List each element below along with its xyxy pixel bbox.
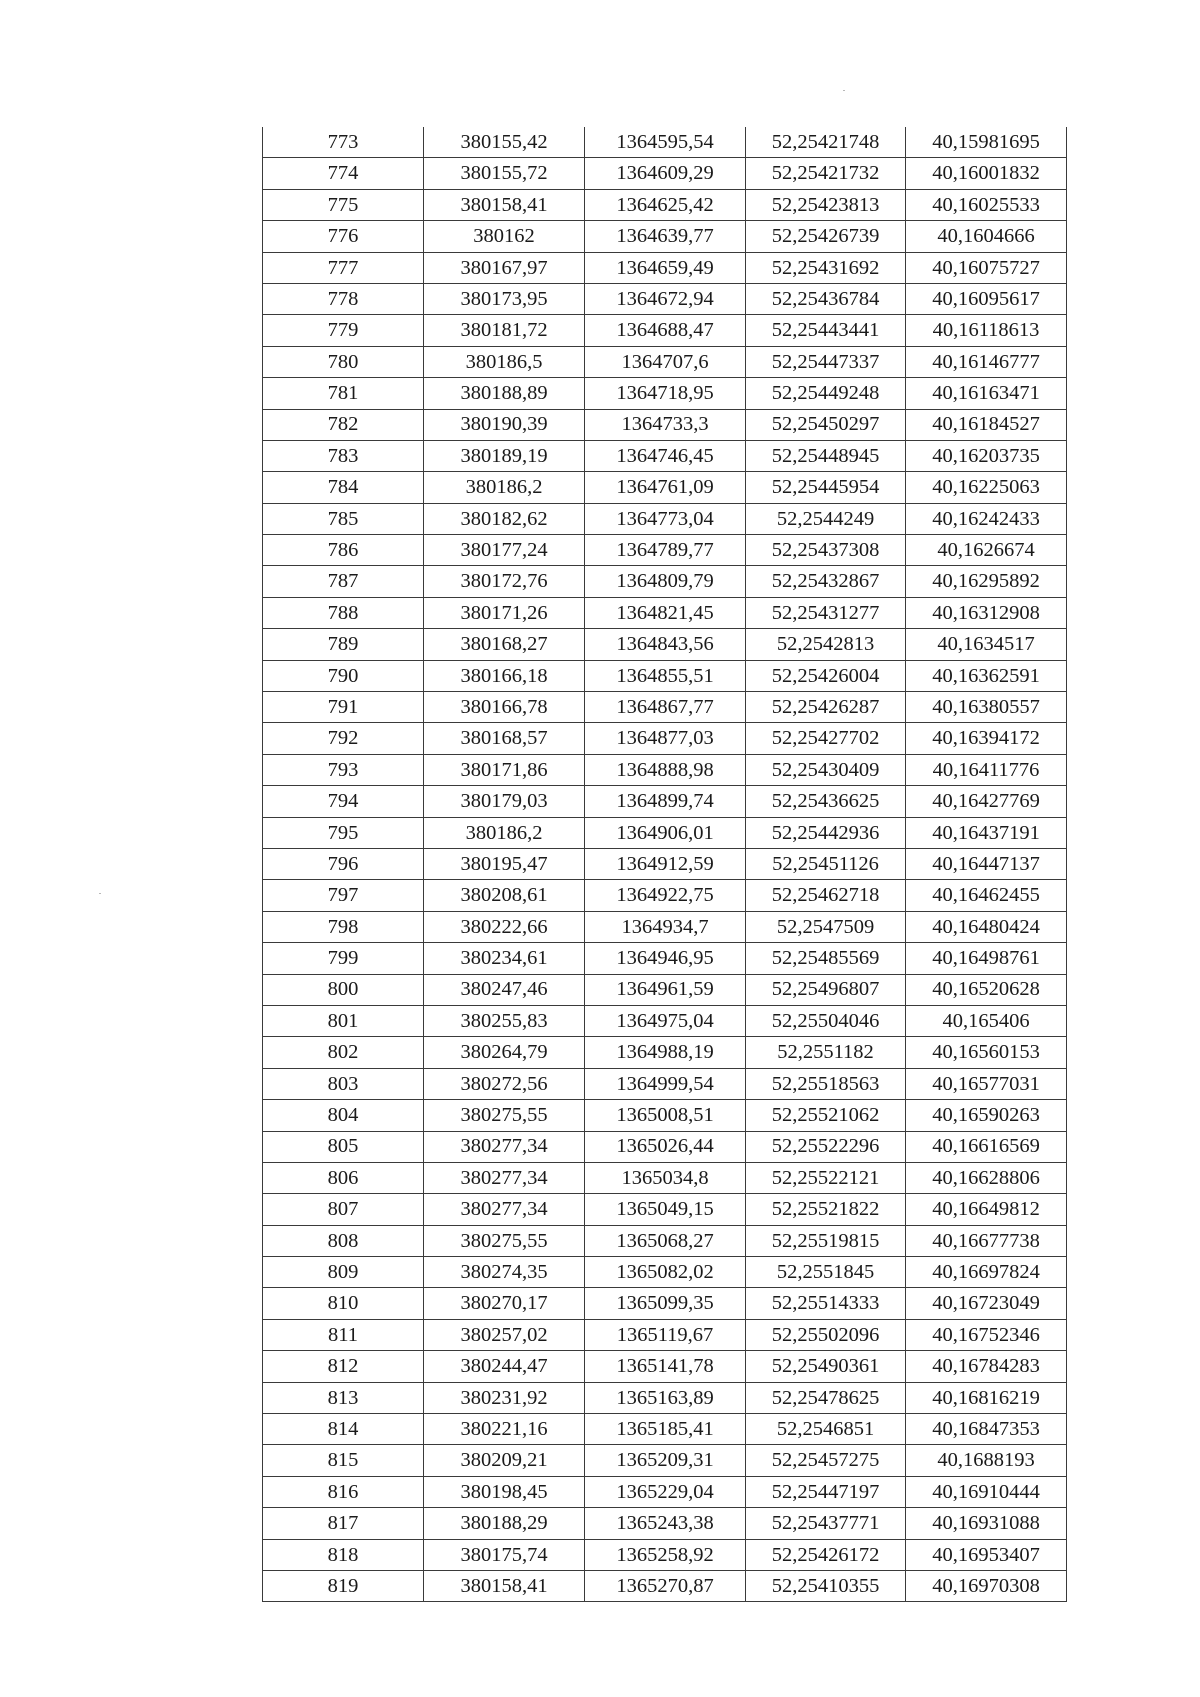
- latitude-cell: 52,25410355: [746, 1570, 906, 1601]
- y-coordinate-cell: 1364912,59: [585, 848, 746, 879]
- x-coordinate-cell: 380270,17: [424, 1288, 585, 1319]
- y-coordinate-cell: 1365008,51: [585, 1100, 746, 1131]
- point-number-cell: 796: [263, 848, 424, 879]
- table-row: [263, 283, 1067, 314]
- y-coordinate-cell: 1364946,95: [585, 943, 746, 974]
- point-number-cell: 793: [263, 754, 424, 785]
- latitude-cell: 52,25426739: [746, 221, 906, 252]
- y-coordinate-cell: 1364961,59: [585, 974, 746, 1005]
- point-number-cell: 777: [263, 252, 424, 283]
- coordinate-table: [262, 127, 1067, 1602]
- point-number-cell: 818: [263, 1539, 424, 1570]
- point-number-cell: 775: [263, 189, 424, 220]
- y-coordinate-cell: 1364761,09: [585, 472, 746, 503]
- latitude-cell: 52,2547509: [746, 911, 906, 942]
- point-number-cell: 803: [263, 1068, 424, 1099]
- longitude-cell: 40,16931088: [906, 1508, 1067, 1539]
- point-number-cell: 819: [263, 1570, 424, 1601]
- y-coordinate-cell: 1364688,47: [585, 315, 746, 346]
- x-coordinate-cell: 380222,66: [424, 911, 585, 942]
- longitude-cell: 40,16649812: [906, 1194, 1067, 1225]
- x-coordinate-cell: 380171,86: [424, 754, 585, 785]
- longitude-cell: 40,16577031: [906, 1068, 1067, 1099]
- point-number-cell: 799: [263, 943, 424, 974]
- latitude-cell: 52,25421748: [746, 127, 906, 158]
- y-coordinate-cell: 1365243,38: [585, 1508, 746, 1539]
- y-coordinate-cell: 1364707,6: [585, 346, 746, 377]
- longitude-cell: 40,16025533: [906, 189, 1067, 220]
- latitude-cell: 52,25445954: [746, 472, 906, 503]
- table-row: [263, 974, 1067, 1005]
- table-row: [263, 1570, 1067, 1601]
- point-number-cell: 802: [263, 1037, 424, 1068]
- point-number-cell: 814: [263, 1414, 424, 1445]
- latitude-cell: 52,25443441: [746, 315, 906, 346]
- x-coordinate-cell: 380172,76: [424, 566, 585, 597]
- latitude-cell: 52,25519815: [746, 1225, 906, 1256]
- y-coordinate-cell: 1364609,29: [585, 158, 746, 189]
- scan-speck: [99, 893, 101, 894]
- table-row: [263, 848, 1067, 879]
- point-number-cell: 790: [263, 660, 424, 691]
- latitude-cell: 52,25437771: [746, 1508, 906, 1539]
- table-row: [263, 1162, 1067, 1193]
- table-row: [263, 503, 1067, 534]
- point-number-cell: 788: [263, 597, 424, 628]
- scan-speck: [843, 90, 845, 91]
- longitude-cell: 40,16095617: [906, 283, 1067, 314]
- y-coordinate-cell: 1365141,78: [585, 1351, 746, 1382]
- longitude-cell: 40,16225063: [906, 472, 1067, 503]
- table-row: [263, 597, 1067, 628]
- x-coordinate-cell: 380177,24: [424, 535, 585, 566]
- y-coordinate-cell: 1364999,54: [585, 1068, 746, 1099]
- x-coordinate-cell: 380275,55: [424, 1100, 585, 1131]
- point-number-cell: 798: [263, 911, 424, 942]
- x-coordinate-cell: 380186,2: [424, 472, 585, 503]
- latitude-cell: 52,25437308: [746, 535, 906, 566]
- longitude-cell: 40,16560153: [906, 1037, 1067, 1068]
- y-coordinate-cell: 1364843,56: [585, 629, 746, 660]
- point-number-cell: 797: [263, 880, 424, 911]
- table-row: [263, 786, 1067, 817]
- latitude-cell: 52,25423813: [746, 189, 906, 220]
- point-number-cell: 792: [263, 723, 424, 754]
- point-number-cell: 805: [263, 1131, 424, 1162]
- y-coordinate-cell: 1365082,02: [585, 1257, 746, 1288]
- y-coordinate-cell: 1364718,95: [585, 378, 746, 409]
- x-coordinate-cell: 380274,35: [424, 1257, 585, 1288]
- x-coordinate-cell: 380195,47: [424, 848, 585, 879]
- table-row: [263, 723, 1067, 754]
- point-number-cell: 782: [263, 409, 424, 440]
- longitude-cell: 40,16163471: [906, 378, 1067, 409]
- point-number-cell: 804: [263, 1100, 424, 1131]
- longitude-cell: 40,16146777: [906, 346, 1067, 377]
- longitude-cell: 40,16677738: [906, 1225, 1067, 1256]
- table-row: [263, 1005, 1067, 1036]
- x-coordinate-cell: 380275,55: [424, 1225, 585, 1256]
- table-row: [263, 1257, 1067, 1288]
- x-coordinate-cell: 380189,19: [424, 440, 585, 471]
- y-coordinate-cell: 1364906,01: [585, 817, 746, 848]
- x-coordinate-cell: 380234,61: [424, 943, 585, 974]
- longitude-cell: 40,16242433: [906, 503, 1067, 534]
- x-coordinate-cell: 380247,46: [424, 974, 585, 1005]
- latitude-cell: 52,25478625: [746, 1382, 906, 1413]
- x-coordinate-cell: 380221,16: [424, 1414, 585, 1445]
- latitude-cell: 52,25514333: [746, 1288, 906, 1319]
- x-coordinate-cell: 380168,27: [424, 629, 585, 660]
- latitude-cell: 52,25449248: [746, 378, 906, 409]
- table-row: [263, 629, 1067, 660]
- x-coordinate-cell: 380182,62: [424, 503, 585, 534]
- coordinate-table-body: [263, 127, 1067, 1602]
- x-coordinate-cell: 380186,2: [424, 817, 585, 848]
- x-coordinate-cell: 380231,92: [424, 1382, 585, 1413]
- y-coordinate-cell: 1365163,89: [585, 1382, 746, 1413]
- table-row: [263, 1382, 1067, 1413]
- x-coordinate-cell: 380277,34: [424, 1162, 585, 1193]
- x-coordinate-cell: 380244,47: [424, 1351, 585, 1382]
- longitude-cell: 40,16752346: [906, 1319, 1067, 1350]
- latitude-cell: 52,25436784: [746, 283, 906, 314]
- table-row: [263, 1037, 1067, 1068]
- latitude-cell: 52,25427702: [746, 723, 906, 754]
- table-row: [263, 440, 1067, 471]
- x-coordinate-cell: 380190,39: [424, 409, 585, 440]
- latitude-cell: 52,25447337: [746, 346, 906, 377]
- point-number-cell: 774: [263, 158, 424, 189]
- x-coordinate-cell: 380162: [424, 221, 585, 252]
- x-coordinate-cell: 380186,5: [424, 346, 585, 377]
- point-number-cell: 779: [263, 315, 424, 346]
- x-coordinate-cell: 380173,95: [424, 283, 585, 314]
- longitude-cell: 40,1634517: [906, 629, 1067, 660]
- x-coordinate-cell: 380167,97: [424, 252, 585, 283]
- table-row: [263, 221, 1067, 252]
- y-coordinate-cell: 1364877,03: [585, 723, 746, 754]
- latitude-cell: 52,2544249: [746, 503, 906, 534]
- longitude-cell: 40,16001832: [906, 158, 1067, 189]
- table-row: [263, 378, 1067, 409]
- table-row: [263, 158, 1067, 189]
- longitude-cell: 40,16847353: [906, 1414, 1067, 1445]
- y-coordinate-cell: 1364899,74: [585, 786, 746, 817]
- table-row: [263, 1288, 1067, 1319]
- table-row: [263, 911, 1067, 942]
- longitude-cell: 40,16427769: [906, 786, 1067, 817]
- point-number-cell: 786: [263, 535, 424, 566]
- y-coordinate-cell: 1365026,44: [585, 1131, 746, 1162]
- y-coordinate-cell: 1365068,27: [585, 1225, 746, 1256]
- y-coordinate-cell: 1364595,54: [585, 127, 746, 158]
- y-coordinate-cell: 1365049,15: [585, 1194, 746, 1225]
- point-number-cell: 778: [263, 283, 424, 314]
- latitude-cell: 52,25448945: [746, 440, 906, 471]
- latitude-cell: 52,25457275: [746, 1445, 906, 1476]
- latitude-cell: 52,25522296: [746, 1131, 906, 1162]
- y-coordinate-cell: 1364975,04: [585, 1005, 746, 1036]
- y-coordinate-cell: 1365258,92: [585, 1539, 746, 1570]
- latitude-cell: 52,25518563: [746, 1068, 906, 1099]
- table-row: [263, 1445, 1067, 1476]
- y-coordinate-cell: 1364934,7: [585, 911, 746, 942]
- x-coordinate-cell: 380257,02: [424, 1319, 585, 1350]
- table-row: [263, 1319, 1067, 1350]
- table-row: [263, 1539, 1067, 1570]
- latitude-cell: 52,25432867: [746, 566, 906, 597]
- point-number-cell: 795: [263, 817, 424, 848]
- x-coordinate-cell: 380168,57: [424, 723, 585, 754]
- x-coordinate-cell: 380272,56: [424, 1068, 585, 1099]
- table-row: [263, 943, 1067, 974]
- latitude-cell: 52,25431692: [746, 252, 906, 283]
- table-row: [263, 1476, 1067, 1507]
- table-row: [263, 660, 1067, 691]
- table-row: [263, 754, 1067, 785]
- longitude-cell: 40,16628806: [906, 1162, 1067, 1193]
- x-coordinate-cell: 380158,41: [424, 189, 585, 220]
- longitude-cell: 40,16295892: [906, 566, 1067, 597]
- x-coordinate-cell: 380209,21: [424, 1445, 585, 1476]
- point-number-cell: 816: [263, 1476, 424, 1507]
- latitude-cell: 52,25502096: [746, 1319, 906, 1350]
- x-coordinate-cell: 380264,79: [424, 1037, 585, 1068]
- point-number-cell: 811: [263, 1319, 424, 1350]
- x-coordinate-cell: 380166,78: [424, 692, 585, 723]
- latitude-cell: 52,25436625: [746, 786, 906, 817]
- latitude-cell: 52,25431277: [746, 597, 906, 628]
- latitude-cell: 52,25522121: [746, 1162, 906, 1193]
- point-number-cell: 784: [263, 472, 424, 503]
- table-row: [263, 127, 1067, 158]
- longitude-cell: 40,16697824: [906, 1257, 1067, 1288]
- point-number-cell: 776: [263, 221, 424, 252]
- longitude-cell: 40,16723049: [906, 1288, 1067, 1319]
- latitude-cell: 52,2542813: [746, 629, 906, 660]
- point-number-cell: 801: [263, 1005, 424, 1036]
- longitude-cell: 40,16520628: [906, 974, 1067, 1005]
- latitude-cell: 52,2546851: [746, 1414, 906, 1445]
- longitude-cell: 40,16411776: [906, 754, 1067, 785]
- latitude-cell: 52,25426004: [746, 660, 906, 691]
- point-number-cell: 813: [263, 1382, 424, 1413]
- point-number-cell: 817: [263, 1508, 424, 1539]
- y-coordinate-cell: 1365229,04: [585, 1476, 746, 1507]
- point-number-cell: 812: [263, 1351, 424, 1382]
- latitude-cell: 52,25421732: [746, 158, 906, 189]
- latitude-cell: 52,25430409: [746, 754, 906, 785]
- point-number-cell: 807: [263, 1194, 424, 1225]
- point-number-cell: 808: [263, 1225, 424, 1256]
- point-number-cell: 785: [263, 503, 424, 534]
- y-coordinate-cell: 1364821,45: [585, 597, 746, 628]
- y-coordinate-cell: 1364746,45: [585, 440, 746, 471]
- latitude-cell: 52,25521062: [746, 1100, 906, 1131]
- latitude-cell: 52,25485569: [746, 943, 906, 974]
- x-coordinate-cell: 380277,34: [424, 1131, 585, 1162]
- latitude-cell: 52,25504046: [746, 1005, 906, 1036]
- y-coordinate-cell: 1364922,75: [585, 880, 746, 911]
- point-number-cell: 809: [263, 1257, 424, 1288]
- table-row: [263, 1131, 1067, 1162]
- x-coordinate-cell: 380255,83: [424, 1005, 585, 1036]
- y-coordinate-cell: 1364773,04: [585, 503, 746, 534]
- table-row: [263, 252, 1067, 283]
- y-coordinate-cell: 1364988,19: [585, 1037, 746, 1068]
- longitude-cell: 40,16462455: [906, 880, 1067, 911]
- x-coordinate-cell: 380208,61: [424, 880, 585, 911]
- point-number-cell: 773: [263, 127, 424, 158]
- x-coordinate-cell: 380198,45: [424, 1476, 585, 1507]
- longitude-cell: 40,16590263: [906, 1100, 1067, 1131]
- longitude-cell: 40,16616569: [906, 1131, 1067, 1162]
- latitude-cell: 52,25447197: [746, 1476, 906, 1507]
- x-coordinate-cell: 380155,72: [424, 158, 585, 189]
- latitude-cell: 52,25426287: [746, 692, 906, 723]
- latitude-cell: 52,25490361: [746, 1351, 906, 1382]
- longitude-cell: 40,16970308: [906, 1570, 1067, 1601]
- table-row: [263, 692, 1067, 723]
- table-row: [263, 346, 1067, 377]
- longitude-cell: 40,16498761: [906, 943, 1067, 974]
- longitude-cell: 40,165406: [906, 1005, 1067, 1036]
- longitude-cell: 40,16184527: [906, 409, 1067, 440]
- table-row: [263, 1100, 1067, 1131]
- latitude-cell: 52,25462718: [746, 880, 906, 911]
- y-coordinate-cell: 1365209,31: [585, 1445, 746, 1476]
- longitude-cell: 40,16394172: [906, 723, 1067, 754]
- longitude-cell: 40,16362591: [906, 660, 1067, 691]
- point-number-cell: 800: [263, 974, 424, 1005]
- table-row: [263, 409, 1067, 440]
- longitude-cell: 40,16380557: [906, 692, 1067, 723]
- point-number-cell: 794: [263, 786, 424, 817]
- table-row: [263, 1414, 1067, 1445]
- y-coordinate-cell: 1364789,77: [585, 535, 746, 566]
- x-coordinate-cell: 380181,72: [424, 315, 585, 346]
- latitude-cell: 52,25450297: [746, 409, 906, 440]
- point-number-cell: 780: [263, 346, 424, 377]
- table-row: [263, 1508, 1067, 1539]
- y-coordinate-cell: 1364659,49: [585, 252, 746, 283]
- point-number-cell: 810: [263, 1288, 424, 1319]
- longitude-cell: 40,1688193: [906, 1445, 1067, 1476]
- y-coordinate-cell: 1364733,3: [585, 409, 746, 440]
- y-coordinate-cell: 1364639,77: [585, 221, 746, 252]
- point-number-cell: 783: [263, 440, 424, 471]
- longitude-cell: 40,16447137: [906, 848, 1067, 879]
- y-coordinate-cell: 1365099,35: [585, 1288, 746, 1319]
- y-coordinate-cell: 1365270,87: [585, 1570, 746, 1601]
- x-coordinate-cell: 380175,74: [424, 1539, 585, 1570]
- table-row: [263, 1194, 1067, 1225]
- table-row: [263, 1225, 1067, 1256]
- table-row: [263, 472, 1067, 503]
- y-coordinate-cell: 1364867,77: [585, 692, 746, 723]
- x-coordinate-cell: 380171,26: [424, 597, 585, 628]
- y-coordinate-cell: 1365119,67: [585, 1319, 746, 1350]
- longitude-cell: 40,16480424: [906, 911, 1067, 942]
- x-coordinate-cell: 380188,29: [424, 1508, 585, 1539]
- point-number-cell: 815: [263, 1445, 424, 1476]
- longitude-cell: 40,1604666: [906, 221, 1067, 252]
- x-coordinate-cell: 380155,42: [424, 127, 585, 158]
- y-coordinate-cell: 1364855,51: [585, 660, 746, 691]
- latitude-cell: 52,25442936: [746, 817, 906, 848]
- point-number-cell: 781: [263, 378, 424, 409]
- y-coordinate-cell: 1364672,94: [585, 283, 746, 314]
- longitude-cell: 40,16784283: [906, 1351, 1067, 1382]
- y-coordinate-cell: 1365185,41: [585, 1414, 746, 1445]
- point-number-cell: 787: [263, 566, 424, 597]
- y-coordinate-cell: 1364809,79: [585, 566, 746, 597]
- longitude-cell: 40,16953407: [906, 1539, 1067, 1570]
- point-number-cell: 791: [263, 692, 424, 723]
- table-row: [263, 817, 1067, 848]
- latitude-cell: 52,25496807: [746, 974, 906, 1005]
- longitude-cell: 40,1626674: [906, 535, 1067, 566]
- latitude-cell: 52,2551845: [746, 1257, 906, 1288]
- x-coordinate-cell: 380179,03: [424, 786, 585, 817]
- x-coordinate-cell: 380166,18: [424, 660, 585, 691]
- table-row: [263, 1351, 1067, 1382]
- table-row: [263, 315, 1067, 346]
- longitude-cell: 40,16312908: [906, 597, 1067, 628]
- table-row: [263, 880, 1067, 911]
- table-row: [263, 1068, 1067, 1099]
- latitude-cell: 52,25521822: [746, 1194, 906, 1225]
- longitude-cell: 40,16203735: [906, 440, 1067, 471]
- longitude-cell: 40,16118613: [906, 315, 1067, 346]
- x-coordinate-cell: 380158,41: [424, 1570, 585, 1601]
- latitude-cell: 52,25426172: [746, 1539, 906, 1570]
- point-number-cell: 789: [263, 629, 424, 660]
- longitude-cell: 40,16910444: [906, 1476, 1067, 1507]
- table-row: [263, 566, 1067, 597]
- latitude-cell: 52,25451126: [746, 848, 906, 879]
- y-coordinate-cell: 1364888,98: [585, 754, 746, 785]
- latitude-cell: 52,2551182: [746, 1037, 906, 1068]
- y-coordinate-cell: 1364625,42: [585, 189, 746, 220]
- x-coordinate-cell: 380188,89: [424, 378, 585, 409]
- longitude-cell: 40,16437191: [906, 817, 1067, 848]
- table-row: [263, 189, 1067, 220]
- point-number-cell: 806: [263, 1162, 424, 1193]
- longitude-cell: 40,16075727: [906, 252, 1067, 283]
- longitude-cell: 40,16816219: [906, 1382, 1067, 1413]
- y-coordinate-cell: 1365034,8: [585, 1162, 746, 1193]
- table-row: [263, 535, 1067, 566]
- x-coordinate-cell: 380277,34: [424, 1194, 585, 1225]
- longitude-cell: 40,15981695: [906, 127, 1067, 158]
